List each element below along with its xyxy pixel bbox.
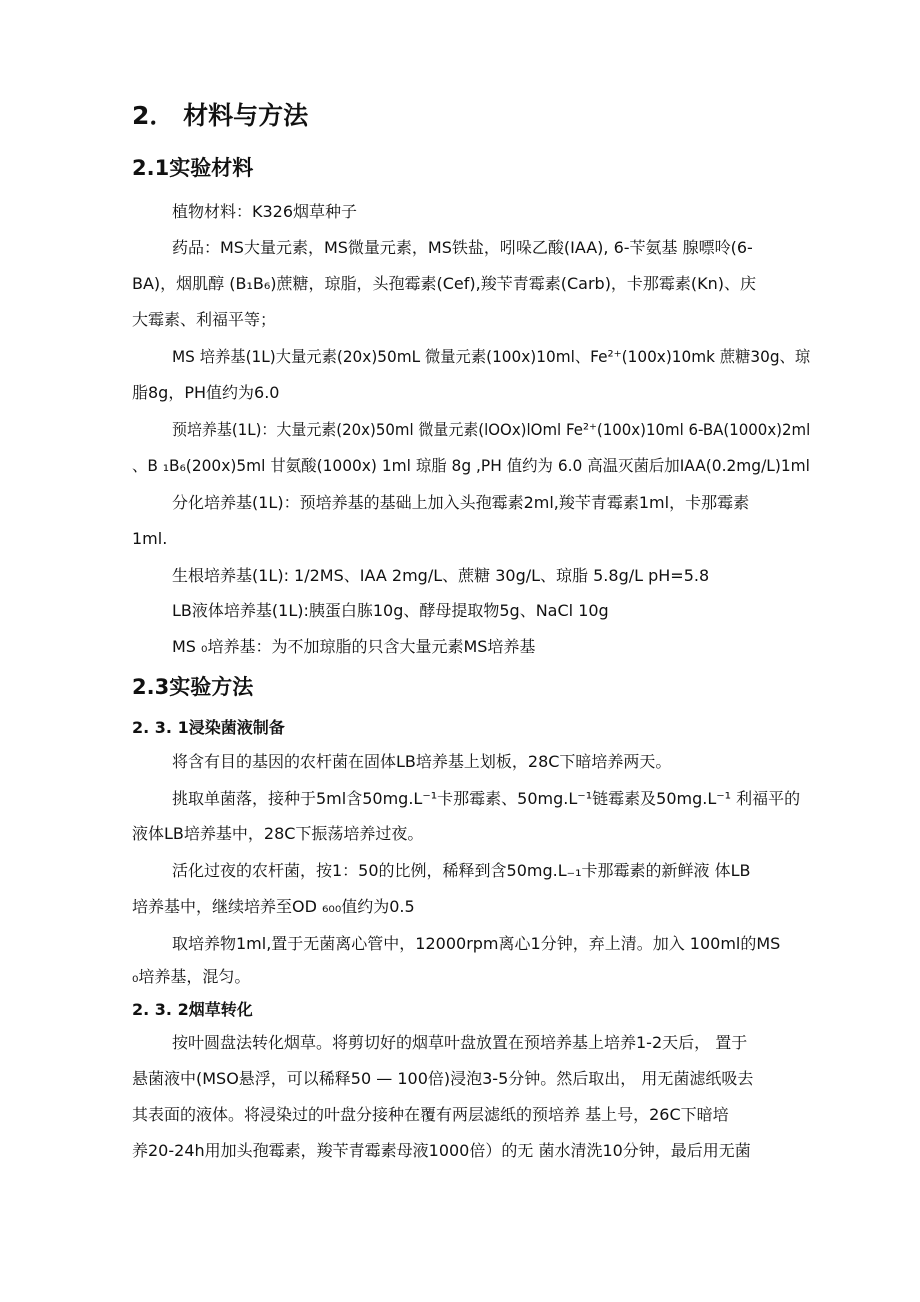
- paragraph-line: 植物材料：K326烟草种子: [172, 202, 358, 221]
- paragraph-line: MS 培养基(1L)大量元素(20x)50mL 微量元素(100x)10ml、Fe²⁺(100x)10mk 蔗糖30g、琼: [172, 347, 811, 366]
- paragraph-line: 按叶圆盘法转化烟草。将剪切好的烟草叶盘放置在预培养基上培养1-2天后， 置于: [172, 1033, 748, 1052]
- paragraph-line: LB液体培养基(1L):胰蛋白胨10g、酵母提取物5g、NaCl 10g: [172, 601, 609, 620]
- subsection-heading-2-3-2: 2. 3. 2烟草转化: [132, 1000, 253, 1019]
- paragraph-line: 、B ₁B₆(200x)5ml 甘氨酸(1000x) 1ml 琼脂 8g ,PH 值约为 6.0 高温灭菌后加IAA(0.2mg/L)1ml: [132, 456, 810, 475]
- paragraph-line: 悬菌液中(MSO悬浮，可以稀释50 — 100倍)浸泡3-5分钟。然后取出， 用无菌滤纸吸去: [132, 1069, 754, 1088]
- chapter-heading: 2． 材料与方法: [132, 101, 309, 130]
- paragraph-line: 养20-24h用加头孢霉素，羧苄青霉素母液1000倍）的无 菌水清洗10分钟，最后用无菌: [132, 1141, 751, 1160]
- subsection-heading-2-3-1: 2. 3. 1浸染菌液制备: [132, 718, 285, 737]
- paragraph-line: 培养基中，继续培养至OD ₆₀₀值约为0.5: [132, 897, 415, 916]
- paragraph-line: 1ml.: [132, 529, 168, 548]
- paragraph-line: 大霉素、利福平等；: [132, 310, 277, 329]
- paragraph-line: BA)，烟肌醇 (B₁B₆)蔗糖，琼脂，头孢霉素(Cef),羧苄青霉素(Carb)，卡那霉素(Kn)、庆: [132, 274, 757, 293]
- paragraph-line: 将含有目的基因的农杆菌在固体LB培养基上划板，28C下暗培养两天。: [172, 752, 672, 771]
- paragraph-line: 挑取单菌落，接种于5ml含50mg.L⁻¹卡那霉素、50mg.L⁻¹链霉素及50mg.L⁻¹ 利福平的: [172, 789, 801, 808]
- paragraph-line: 其表面的液体。将浸染过的叶盘分接种在覆有两层滤纸的预培养 基上号，26C下暗培: [132, 1105, 729, 1124]
- paragraph-line: 脂8g，PH值约为6.0: [132, 383, 280, 402]
- paragraph-line: MS ₀培养基：为不加琼脂的只含大量元素MS培养基: [172, 637, 536, 656]
- paragraph-line: 分化培养基(1L)：预培养基的基础上加入头孢霉素2ml,羧苄青霉素1ml，卡那霉素: [172, 493, 750, 512]
- section-heading-2-1: 2.1实验材料: [132, 156, 254, 180]
- paragraph-line: 药品：MS大量元素，MS微量元素，MS铁盐，吲哚乙酸(IAA), 6-苄氨基 腺嘌呤(6-: [172, 238, 753, 257]
- paragraph-line: 活化过夜的农杆菌，按1：50的比例，稀释到含50mg.L₋₁卡那霉素的新鲜液 体LB: [172, 861, 751, 880]
- paragraph-line: ₀培养基，混匀。: [132, 967, 251, 986]
- paragraph-line: 预培养基(1L)：大量元素(20x)50ml 微量元素(lOOx)lOml Fe²⁺(100x)10ml 6-BA(1000x)2ml: [172, 420, 811, 439]
- paragraph-line: 生根培养基(1L): 1/2MS、IAA 2mg/L、蔗糖 30g/L、琼脂 5.8g/L pH=5.8: [172, 566, 710, 585]
- section-heading-2-3: 2.3实验方法: [132, 675, 254, 699]
- paragraph-line: 取培养物1ml,置于无菌离心管中，12000rpm离心1分钟，弃上清。加入 100ml的MS: [172, 934, 781, 953]
- paragraph-line: 液体LB培养基中，28C下振荡培养过夜。: [132, 824, 424, 843]
